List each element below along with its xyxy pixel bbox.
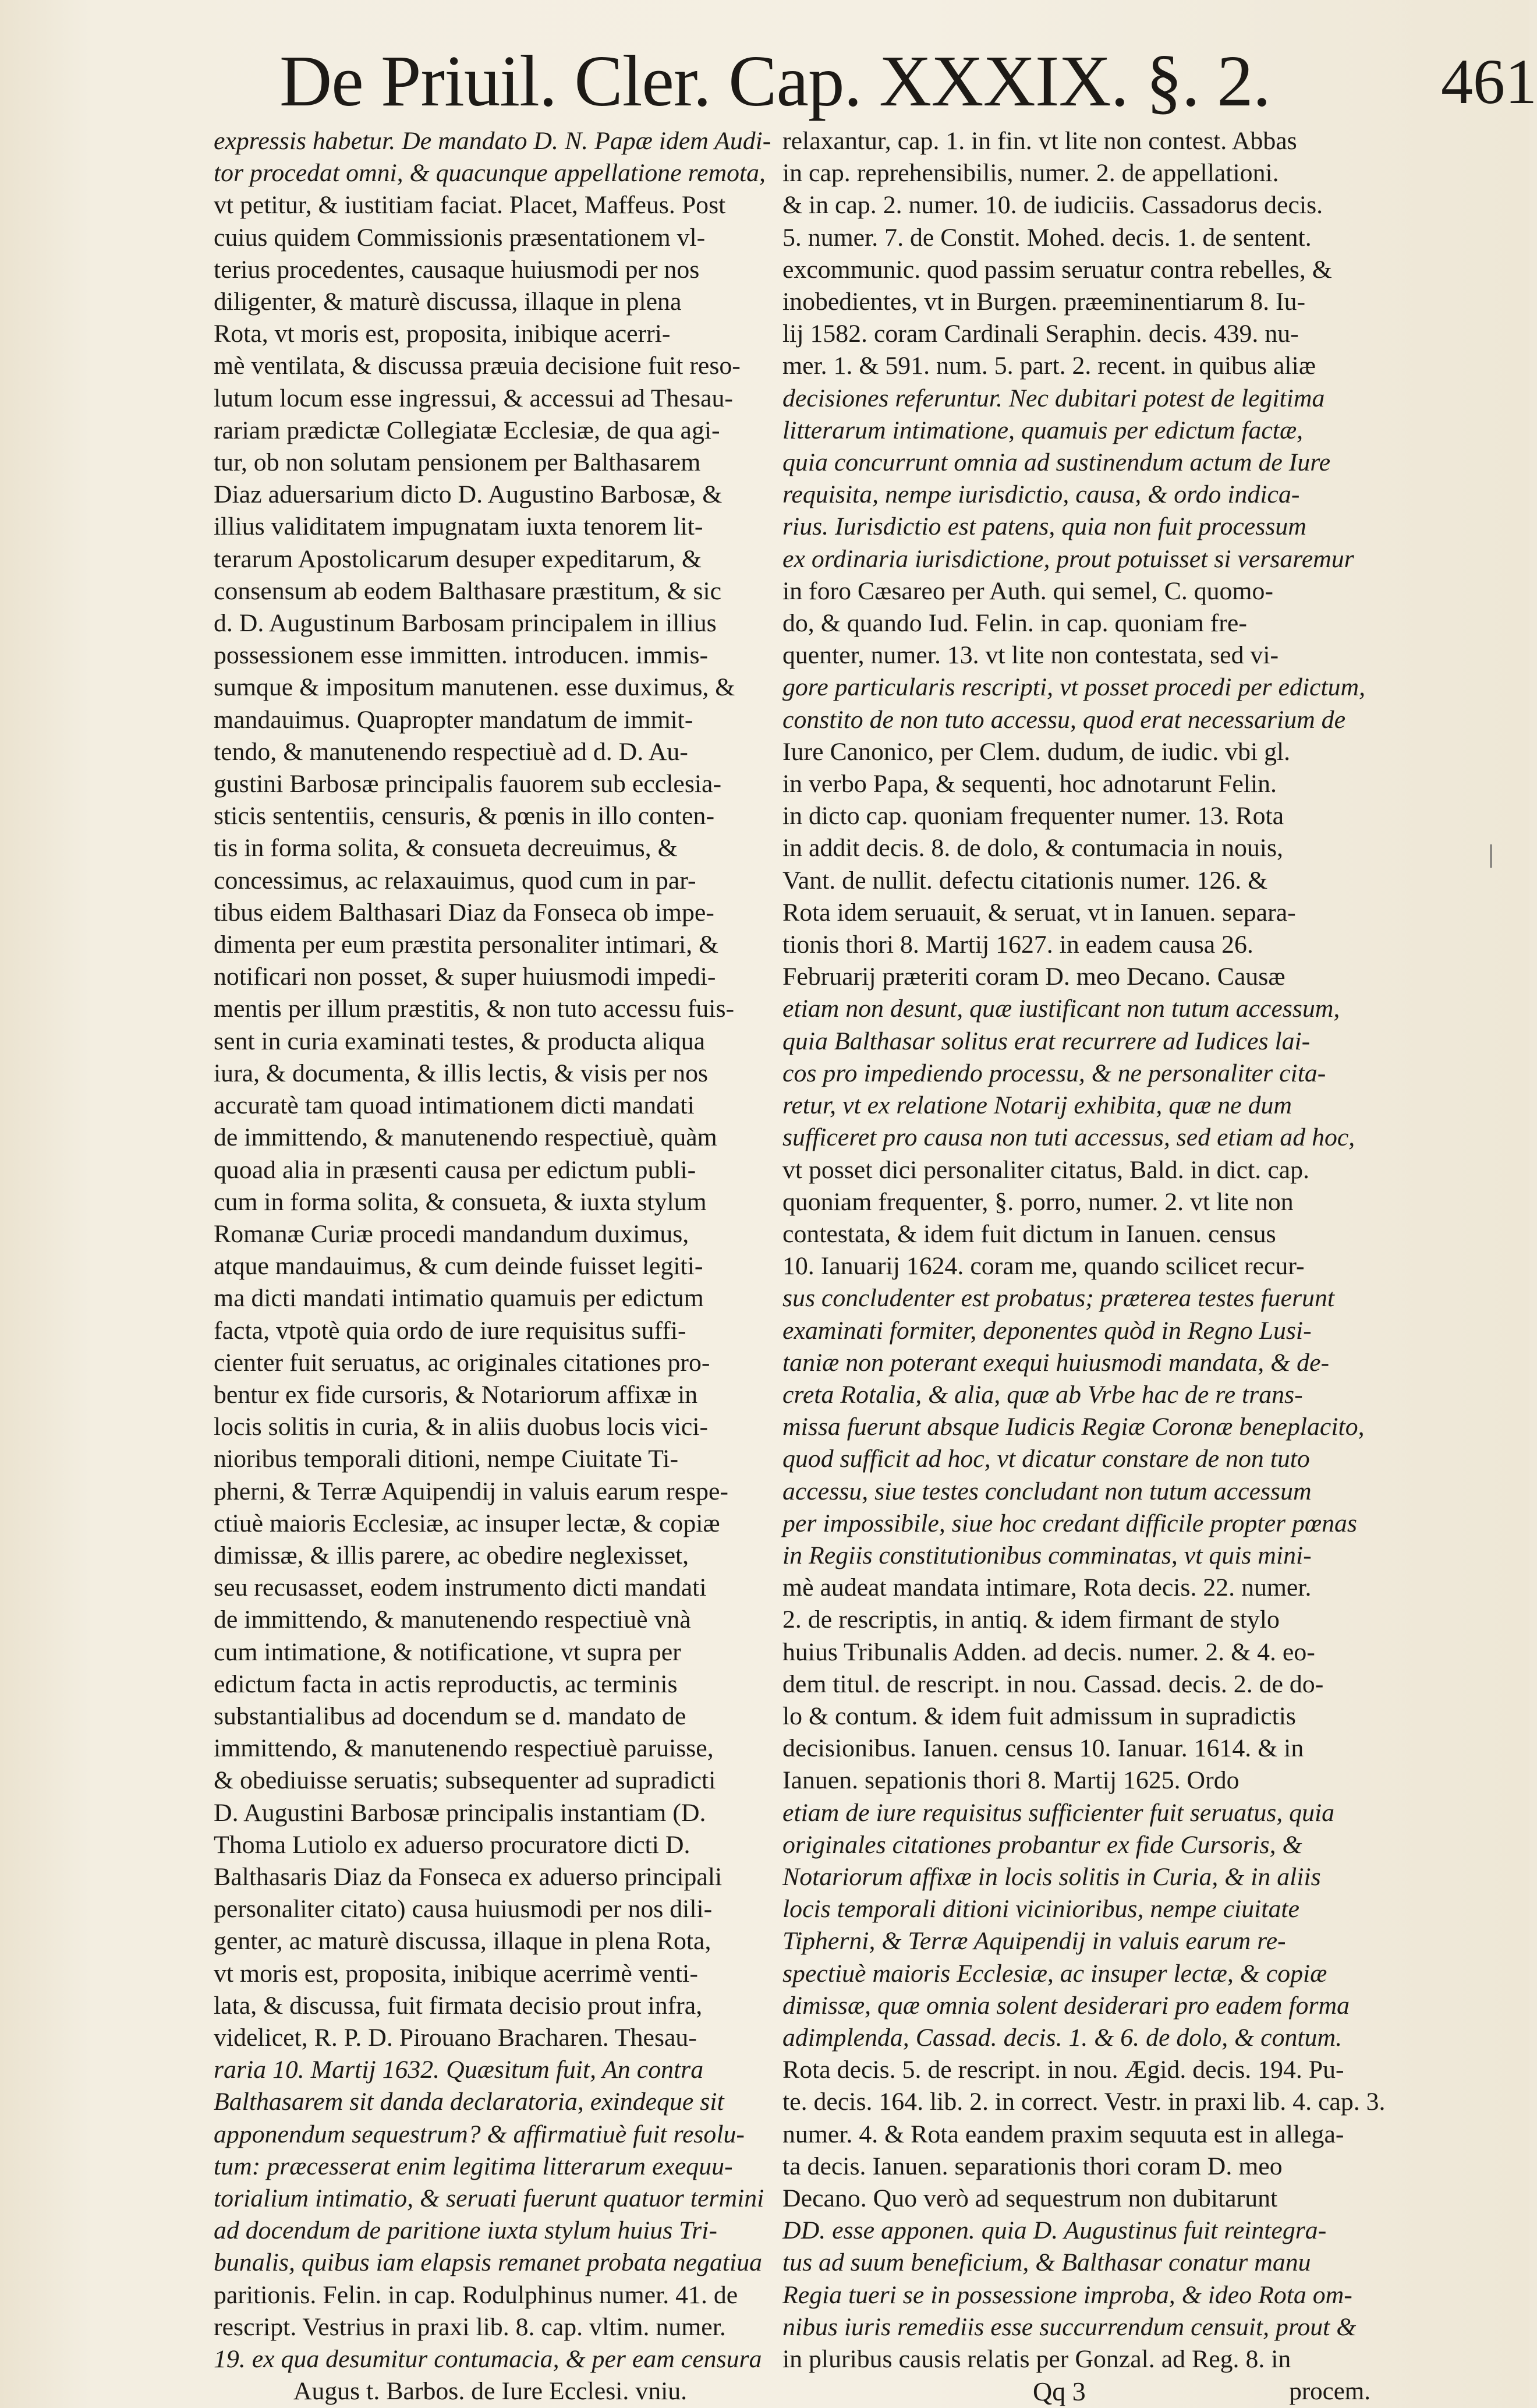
page-header (279, 41, 1537, 122)
text-line: terarum Apostolicarum desuper expeditarum, & (214, 544, 702, 573)
text-line: videlicet, R. P. D. Pirouano Bracharen. Thesau- (214, 2023, 697, 2052)
text-line: cienter fuit seruatus, ac originales citationes pro- (214, 1348, 710, 1377)
text-line: cum intimatione, & notificatione, vt supra per (214, 1638, 681, 1666)
text-line: vt petitur, & iustitiam faciat. Placet, Maffeus. Post (214, 191, 726, 220)
text-line: de immittendo, & manutenendo respectiuè vnà (214, 1606, 691, 1634)
text-line: possessionem esse immitten. introducen. immis- (214, 641, 709, 670)
text-line: locis solitis in curia, & in aliis duobus locis vici- (214, 1413, 709, 1441)
text-line: bentur ex fide cursoris, & Notariorum affixæ in (214, 1380, 698, 1409)
text-line: vt posset dici personaliter citatus, Bald. in dict. cap. (782, 1155, 1309, 1184)
text-line: dimissæ, & illis parere, ac obedire neglexisset, (214, 1541, 689, 1569)
text-line: gore particularis rescripti, vt posset procedi per edictum, (782, 673, 1366, 702)
text-line: creta Rotalia, & alia, quæ ab Vrbe hac de re trans- (782, 1380, 1303, 1409)
text-line: rariam prædictæ Collegiatæ Ecclesiæ, de qua agi- (214, 416, 720, 444)
page-footer (782, 2375, 1370, 2407)
text-line: Thoma Lutiolo ex aduerso procuratore dicti D. (214, 1830, 690, 1859)
text-line: Rota idem seruauit, & seruat, vt in Ianuen. separa- (782, 898, 1296, 927)
text-line: Balthasarem sit danda declaratoria, exindeque sit (214, 2088, 724, 2116)
text-line: paritionis. Felin. in cap. Rodulphinus numer. 41. de (214, 2280, 738, 2309)
text-line: tum: præcesserat enim legitima litterarum exequu- (214, 2152, 733, 2180)
text-line: expressis habetur. De mandato D. N. Papæ idem Audi- (214, 127, 771, 155)
text-line: etiam non desunt, quæ iustificant non tutum accessum, (782, 995, 1340, 1023)
text-line: illius validitatem impugnatam iuxta tenorem lit- (214, 512, 703, 541)
text-line: torialium intimatio, & seruati fuerunt quatuor termini (214, 2184, 764, 2212)
text-line: numer. 4. & Rota eandem praxim sequuta est in allega- (782, 2120, 1344, 2148)
text-line: quenter, numer. 13. vt lite non contestata, sed vi- (782, 641, 1279, 670)
text-line: lo & contum. & idem fuit admissum in supradictis (782, 1702, 1296, 1730)
text-line: cos pro impediendo processu, & ne personaliter cita- (782, 1059, 1326, 1087)
text-line: & obediuisse seruatis; subsequenter ad supradicti (214, 1766, 716, 1795)
text-line: diligenter, & maturè discussa, illaque in plena (214, 288, 682, 316)
text-line: DD. esse apponen. quia D. Augustinus fuit reintegra- (782, 2216, 1327, 2245)
text-line: Rota decis. 5. de rescript. in nou. Ægid. decis. 194. Pu- (782, 2056, 1344, 2084)
text-line: Balthasaris Diaz da Fonseca ex aduerso principali (214, 1862, 723, 1891)
text-line: & in cap. 2. numer. 10. de iudiciis. Cassadorus decis. (782, 191, 1323, 220)
text-line: in pluribus causis relatis per Gonzal. ad Reg. 8. in (782, 2345, 1291, 2374)
text-line: litterarum intimatione, quamuis per edictum factæ, (782, 416, 1304, 444)
text-line: in Regiis constitutionibus comminatas, vt quis mini- (782, 1541, 1312, 1569)
text-line: consensum ab eodem Balthasare præstitum, & sic (214, 577, 722, 605)
text-line: tionis thori 8. Martij 1627. in eadem causa 26. (782, 931, 1253, 959)
text-line: accuratè tam quoad intimationem dicti mandati (214, 1091, 695, 1120)
text-line: ma dicti mandati intimatio quamuis per edictum (214, 1284, 704, 1313)
column-footer-text: Augus t. Barbos. de Iure Ecclesi. vniu. (293, 2377, 688, 2406)
catchword: procem. (1289, 2378, 1370, 2406)
text-line: in cap. reprehensibilis, numer. 2. de appellationi. (782, 159, 1279, 188)
text-line: quia concurrunt omnia ad sustinendum actum de Iure (782, 448, 1331, 477)
text-line: sus concludenter est probatus; præterea testes fuerunt (782, 1284, 1335, 1313)
text-line: accessu, siue testes concludant non tutum accessum (782, 1477, 1312, 1505)
text-line: examinati formiter, deponentes quòd in Regno Lusi- (782, 1316, 1312, 1345)
text-line: sufficeret pro causa non tuti accessus, sed etiam ad hoc, (782, 1123, 1355, 1152)
text-line: vt moris est, proposita, inibique acerrimè venti- (214, 1959, 698, 1988)
text-line: D. Augustini Barbosæ principalis instantiam (D. (214, 1798, 706, 1827)
text-line: 5. numer. 7. de Constit. Mohed. decis. 1. de sentent. (782, 223, 1312, 252)
text-line: Ianuen. sepationis thori 8. Martij 1625. Ordo (782, 1766, 1239, 1795)
text-line: ex ordinaria iurisdictione, prout potuisset si versaremur (782, 544, 1354, 573)
text-line: raria 10. Martij 1632. Quæsitum fuit, An contra (214, 2056, 704, 2084)
text-line: Diaz aduersarium dicto D. Augustino Barbosæ, & (214, 480, 723, 509)
text-line: spectiuè maioris Ecclesiæ, ac insuper lectæ, & copiæ (782, 1959, 1327, 1988)
text-line: notificari non posset, & super huiusmodi impedi- (214, 963, 716, 991)
text-line: do, & quando Iud. Felin. in cap. quoniam fre- (782, 609, 1247, 638)
margin-mark (1490, 844, 1492, 868)
text-line: 19. ex qua desumitur contumacia, & per eam censura (214, 2345, 762, 2374)
text-line: decisiones referuntur. Nec dubitari potest de legitima (782, 384, 1325, 412)
text-line: d. D. Augustinum Barbosam principalem in illius (214, 609, 717, 638)
text-line: dem titul. de rescript. in nou. Cassad. decis. 2. de do- (782, 1670, 1324, 1698)
text-line: quod sufficit ad hoc, vt dicatur constare de non tuto (782, 1445, 1310, 1473)
text-line: sumque & impositum manutenen. esse duximus, & (214, 673, 735, 702)
text-line: 2. de rescriptis, in antiq. & idem firmant de stylo (782, 1606, 1280, 1634)
text-line: seu recusasset, eodem instrumento dicti mandati (214, 1573, 707, 1602)
text-line: tor procedat omni, & quacunque appellatione remota, (214, 159, 766, 188)
text-line: tur, ob non solutam pensionem per Balthasarem (214, 448, 701, 477)
text-line: cuius quidem Commissionis præsentationem vl- (214, 223, 706, 252)
text-line: Romanæ Curiæ procedi mandandum duximus, (214, 1219, 689, 1248)
text-line: personaliter citato) causa huiusmodi per nos dili- (214, 1895, 713, 1923)
text-line: immittendo, & manutenendo respectiuè paruisse, (214, 1734, 714, 1763)
text-line: sent in curia examinati testes, & producta aliqua (214, 1027, 706, 1055)
text-line: Notariorum affixæ in locis solitis in Curia, & in aliis (782, 1862, 1321, 1891)
text-line: in foro Cæsareo per Auth. qui semel, C. quomo- (782, 577, 1273, 605)
text-line: Februarij præteriti coram D. meo Decano. Causæ (782, 963, 1285, 991)
text-line: excommunic. quod passim seruatur contra rebelles, & (782, 255, 1332, 284)
text-line: Rota, vt moris est, proposita, inibique acerri- (214, 320, 671, 348)
signature-mark: Qq 3 (1033, 2377, 1086, 2407)
text-line: inobedientes, vt in Burgen. præeminentiarum 8. Iu- (782, 288, 1306, 316)
text-line: in dicto cap. quoniam frequenter numer. 13. Rota (782, 802, 1284, 830)
text-line: in verbo Papa, & sequenti, hoc adnotarunt Felin. (782, 770, 1277, 798)
text-line: ctiuè maioris Ecclesiæ, ac insuper lectæ, & copiæ (214, 1509, 720, 1537)
text-line: mandauimus. Quapropter mandatum de immit- (214, 705, 693, 734)
text-line: ta decis. Ianuen. separationis thori coram D. meo (782, 2152, 1283, 2180)
text-line: taniæ non poterant exequi huiusmodi mandata, & de- (782, 1348, 1330, 1377)
text-line: huius Tribunalis Adden. ad decis. numer. 2. & 4. eo- (782, 1638, 1315, 1666)
text-line: pherni, & Terræ Aquipendij in valuis earum respe- (214, 1477, 729, 1505)
text-line: mentis per illum præstitis, & non tuto accessu fuis- (214, 995, 735, 1023)
text-line: lutum locum esse ingressui, & accessui ad Thesau- (214, 384, 733, 412)
text-line: originales citationes probantur ex fide Cursoris, & (782, 1830, 1302, 1859)
text-line: sticis sententiis, censuris, & pœnis in illo conten- (214, 802, 715, 830)
text-line: apponendum sequestrum? & affirmatiuè fuit resolu- (214, 2120, 745, 2148)
text-line: lata, & discussa, fuit firmata decisio prout infra, (214, 1991, 703, 2020)
text-line: etiam de iure requisitus sufficienter fuit seruatus, quia (782, 1798, 1335, 1827)
text-line: genter, ac maturè discussa, illaque in plena Rota, (214, 1927, 711, 1956)
text-line: rius. Iurisdictio est patens, quia non fuit processum (782, 512, 1306, 541)
text-line: Regia tueri se in possessione improba, & ideo Rota om- (782, 2280, 1352, 2309)
text-line: adimplenda, Cassad. decis. 1. & 6. de dolo, & contum. (782, 2023, 1343, 2052)
text-line: tus ad suum beneficium, & Balthasar conatur manu (782, 2248, 1311, 2277)
text-line: tibus eidem Balthasari Diaz da Fonseca ob impe- (214, 898, 714, 927)
text-line: constito de non tuto accessu, quod erat necessarium de (782, 705, 1346, 734)
text-line: contestata, & idem fuit dictum in Ianuen. census (782, 1219, 1276, 1248)
text-line: te. decis. 164. lib. 2. in correct. Vestr. in praxi lib. 4. cap. 3. (782, 2088, 1386, 2116)
text-line: quoniam frequenter, §. porro, numer. 2. vt lite non (782, 1187, 1294, 1216)
text-line: Vant. de nullit. defectu citationis numer. 126. & (782, 866, 1268, 894)
text-line: Tipherni, & Terræ Aquipendij in valuis earum re- (782, 1927, 1286, 1956)
text-line: lij 1582. coram Cardinali Seraphin. decis. 439. nu- (782, 320, 1299, 348)
text-line: substantialibus ad docendum se d. mandato de (214, 1702, 686, 1730)
text-line: facta, vtpotè quia ordo de iure requisitus suffi- (214, 1316, 686, 1345)
text-line: Iure Canonico, per Clem. dudum, de iudic. vbi gl. (782, 737, 1291, 766)
text-line: missa fuerunt absque Iudicis Regiæ Coronæ beneplacito, (782, 1413, 1365, 1441)
text-line: mè ventilata, & discussa præuia decisione fuit reso- (214, 352, 741, 380)
text-line: ad docendum de paritione iuxta stylum huius Tri- (214, 2216, 717, 2245)
text-line: edictum facta in actis reproductis, ac terminis (214, 1670, 678, 1698)
text-line: requisita, nempe iurisdictio, causa, & ordo indica- (782, 480, 1300, 509)
text-line: tis in forma solita, & consueta decreuimus, & (214, 834, 678, 862)
text-line: retur, vt ex relatione Notarij exhibita, quæ ne dum (782, 1091, 1292, 1120)
text-line: dimenta per eum præstita personaliter intimari, & (214, 931, 719, 959)
text-line: mè audeat mandata intimare, Rota decis. 22. numer. (782, 1573, 1312, 1602)
text-line: quoad alia in præsenti causa per edictum publi- (214, 1155, 696, 1184)
text-line: Decano. Quo verò ad sequestrum non dubitarunt (782, 2184, 1278, 2212)
text-line: gustini Barbosæ principalis fauorem sub ecclesia- (214, 770, 722, 798)
text-line: per impossibile, siue hoc credant difficile propter pœnas (782, 1509, 1357, 1537)
text-line: locis temporali ditioni vicinioribus, nempe ciuitate (782, 1895, 1299, 1923)
text-line: nioribus temporali ditioni, nempe Ciuitate Ti- (214, 1445, 679, 1473)
text-line: quia Balthasar solitus erat recurrere ad Iudices lai- (782, 1027, 1311, 1055)
text-line: concessimus, ac relaxauimus, quod cum in par- (214, 866, 696, 894)
text-line: decisionibus. Ianuen. census 10. Ianuar. 1614. & in (782, 1734, 1304, 1763)
text-line: terius procedentes, causaque huiusmodi per nos (214, 255, 700, 284)
text-line: dimissæ, quæ omnia solent desiderari pro eadem forma (782, 1991, 1350, 2020)
text-line: mer. 1. & 591. num. 5. part. 2. recent. in quibus aliæ (782, 352, 1316, 380)
running-title: De Priuil. Cler. Cap. XXXIX. §. 2. (279, 41, 1270, 122)
text-line: 10. Ianuarij 1624. coram me, quando scilicet recur- (782, 1252, 1305, 1281)
right-text-column (782, 125, 1386, 2407)
text-line: relaxantur, cap. 1. in fin. vt lite non contest. Abbas (782, 127, 1297, 155)
left-text-column (214, 125, 771, 2406)
text-line: cum in forma solita, & consueta, & iuxta stylum (214, 1187, 707, 1216)
page-number: 461 (1441, 46, 1537, 117)
text-line: de immittendo, & manutenendo respectiuè, quàm (214, 1123, 717, 1152)
text-line: bunalis, quibus iam elapsis remanet probata negatiua (214, 2248, 763, 2277)
text-line: atque mandauimus, & cum deinde fuisset legiti- (214, 1252, 703, 1281)
text-line: tendo, & manutenendo respectiuè ad d. D. Au- (214, 737, 688, 766)
text-line: iura, & documenta, & illis lectis, & visis per nos (214, 1059, 709, 1087)
text-line: in addit decis. 8. de dolo, & contumacia in nouis, (782, 834, 1283, 862)
text-line: nibus iuris remediis esse succurrendum censuit, prout & (782, 2312, 1357, 2341)
text-line: rescript. Vestrius in praxi lib. 8. cap. vltim. numer. (214, 2312, 726, 2341)
